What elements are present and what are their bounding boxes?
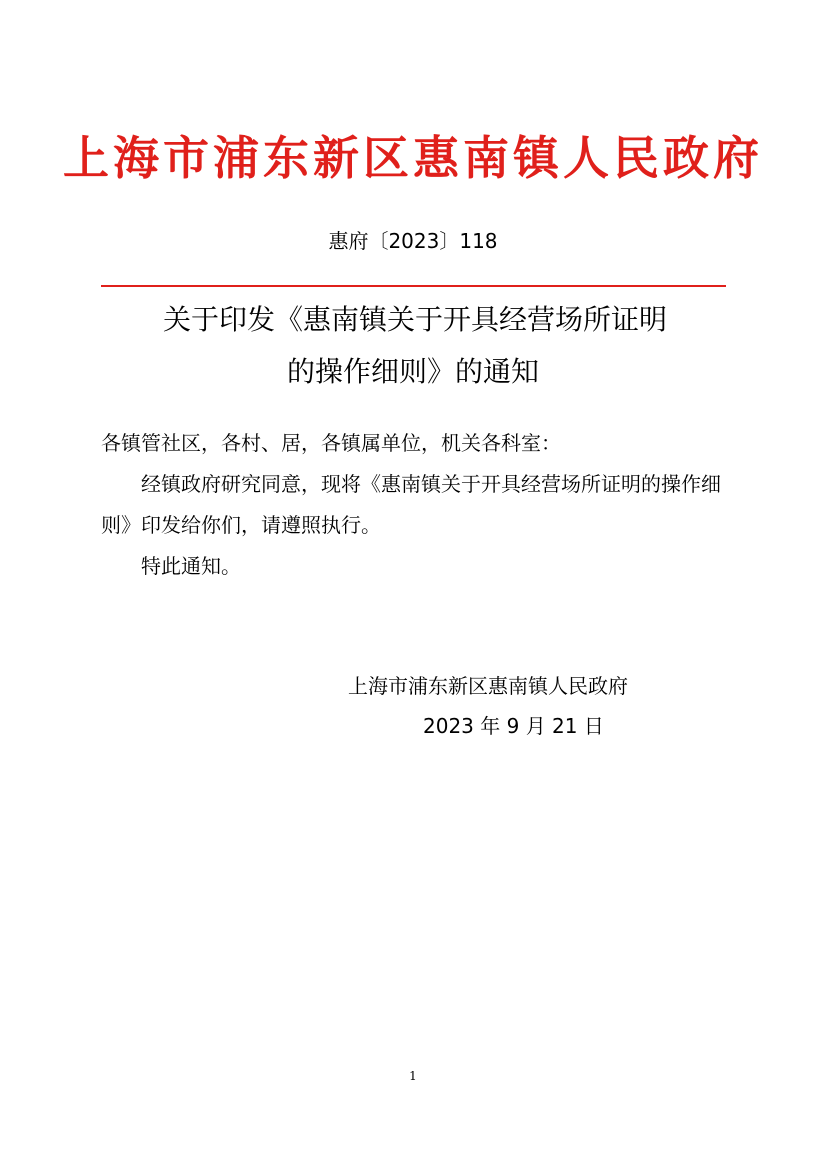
signature-date: 2023 年 9 月 21 日 bbox=[423, 714, 604, 738]
issuer-title: 上海市浦东新区惠南镇人民政府 bbox=[63, 131, 763, 185]
red-divider-line bbox=[101, 285, 726, 287]
salutation: 各镇管社区，各村、居，各镇属单位，机关各科室： bbox=[101, 431, 561, 455]
subject-line-1: 关于印发《惠南镇关于开具经营场所证明 bbox=[162, 303, 667, 336]
subject-line-2: 的操作细则》的通知 bbox=[286, 355, 539, 388]
page-number: 1 bbox=[409, 1069, 417, 1083]
document-subject bbox=[0, 296, 826, 396]
signature-organization: 上海市浦东新区惠南镇人民政府 bbox=[348, 674, 628, 698]
body-paragraph-2: 特此通知。 bbox=[141, 554, 241, 578]
document-number: 惠府〔2023〕118 bbox=[328, 229, 498, 253]
body-paragraph-1: 经镇政府研究同意，现将《惠南镇关于开具经营场所证明的操作细则》印发给你们，请遵照执行。 bbox=[101, 472, 721, 537]
